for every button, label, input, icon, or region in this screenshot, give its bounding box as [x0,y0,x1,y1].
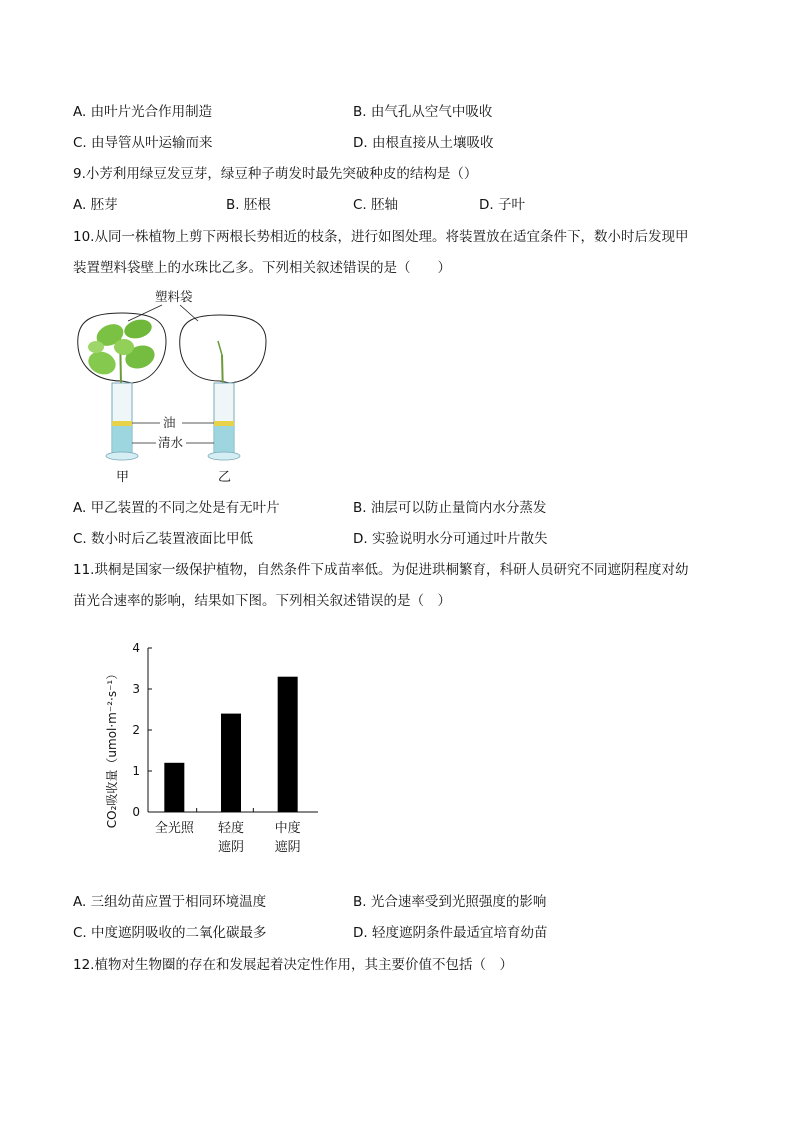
right-stem-tip [218,341,222,355]
x-tick-label: 全光照 [154,821,194,836]
right-apparatus-label: 乙 [218,470,232,485]
y-tick-label: 2 [132,723,140,737]
q9-stem: 9.小芳利用绿豆发豆芽，绿豆种子萌发时最先突破种皮的结构是（） [73,166,478,182]
q10-stem-line2: 装置塑料袋壁上的水珠比乙多。下列相关叙述错误的是（ ） [73,260,451,276]
q10-option-d: D. 实验说明水分可通过叶片散失 [353,531,548,547]
x-tick-label: 中度 [274,821,301,836]
left-cylinder [106,383,138,460]
q9-option-c: C. 胚轴 [353,197,399,213]
q10-stem-line1: 10.从同一株植物上剪下两根长势相近的枝条，进行如图处理。将装置放在适宜条件下，数小时后发现甲 [73,229,689,245]
oil-label: 油 [163,415,176,430]
q9-option-b: B. 胚根 [226,197,271,213]
q11-stem-line1: 11.珙桐是国家一级保护植物，自然条件下成苗率低。为促进珙桐繁育，科研人员研究不同遮阴程度对幼 [73,562,689,578]
y-tick-label: 3 [132,682,140,696]
x-tick-label: 轻度 [217,821,245,836]
q10-option-a: A. 甲乙装置的不同之处是有无叶片 [73,500,280,516]
q8-option-a: A. 由叶片光合作用制造 [73,104,213,120]
x-tick-label: 遮阴 [217,840,245,855]
q9-option-a: A. 胚芽 [73,197,118,213]
chart-x-labels [155,820,301,855]
y-tick-label: 1 [132,764,140,778]
bag-label: 塑料袋 [155,289,193,304]
q11-option-d: D. 轻度遮阴条件最适宜培育幼苗 [353,925,548,941]
bar [221,714,241,812]
q11-option-c: C. 中度遮阴吸收的二氧化碳最多 [73,925,267,941]
left-apparatus-label: 甲 [116,470,130,485]
x-tick-label: 遮阴 [274,840,301,855]
q12-stem: 12.植物对生物圈的存在和发展起着决定性作用，其主要价值不包括（ ） [73,957,513,973]
co2-uptake-bar-chart [90,630,350,865]
q11-option-a: A. 三组幼苗应置于相同环境温度 [73,894,267,910]
q11-stem-line2: 苗光合速率的影响，结果如下图。下列相关叙述错误的是（ ） [73,593,451,609]
chart-bars [164,677,297,812]
q8-option-d: D. 由根直接从土壤吸收 [353,135,494,151]
q11-option-b: B. 光合速率受到光照强度的影响 [353,894,547,910]
transpiration-apparatus-figure [70,285,280,490]
q8-option-c: C. 由导管从叶运输而来 [73,135,213,151]
q8-option-b: B. 由气孔从空气中吸收 [353,104,493,120]
y-tick-label: 0 [132,805,140,819]
y-tick-label: 4 [132,641,140,655]
q10-option-b: B. 油层可以防止量筒内水分蒸发 [353,500,547,516]
bar [278,677,298,812]
water-label: 清水 [158,435,184,450]
bar [164,763,184,812]
chart-y-axis-label: CO₂吸收量（umol·m⁻²·s⁻¹） [105,667,119,829]
q9-option-d: D. 子叶 [479,197,525,213]
q10-option-c: C. 数小时后乙装置液面比甲低 [73,531,254,547]
right-cylinder [208,383,240,460]
